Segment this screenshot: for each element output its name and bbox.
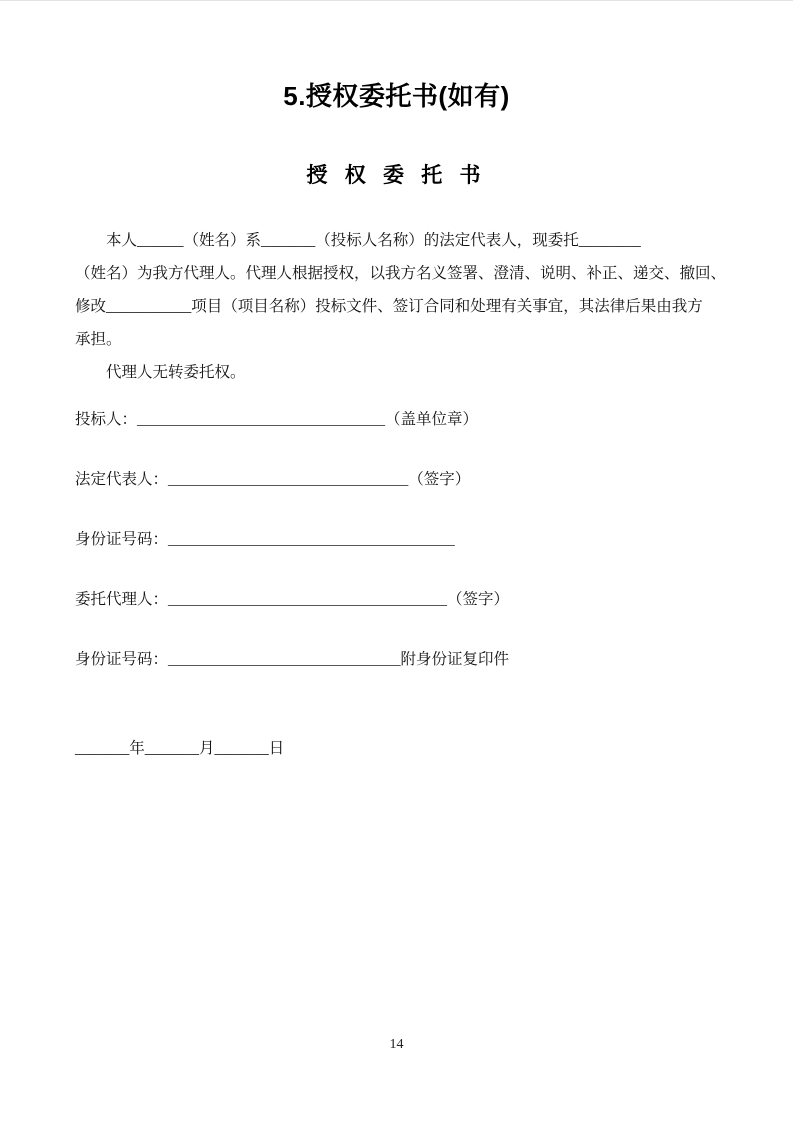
field-id-number-2-label: 身份证号码： xyxy=(75,651,169,668)
paragraph-line-3: 修改___________项目（项目名称）投标文件、签订合同和处理有关事宜，其法律后果由我方 xyxy=(75,298,703,315)
field-legal-representative xyxy=(75,463,718,496)
no-subdelegation-line: 代理人无转委托权。 xyxy=(106,364,246,381)
field-id-number-1-label: 身份证号码： xyxy=(75,531,169,548)
section-title: 5.授权委托书(如有) xyxy=(283,81,510,111)
document-title: 授 权 委 托 书 xyxy=(306,163,487,187)
body-paragraph xyxy=(75,224,727,389)
paragraph-line-4: 承担。 xyxy=(75,331,122,348)
field-id-number-1-blank-line: _____________________________________ xyxy=(168,531,455,548)
field-id-number-1 xyxy=(75,523,718,556)
field-authorized-agent xyxy=(75,583,718,616)
field-bidder-suffix: （盖单位章） xyxy=(385,411,479,428)
field-legal-representative-label: 法定代表人： xyxy=(75,471,169,488)
field-bidder-blank-line: ________________________________ xyxy=(137,411,386,428)
field-id-number-2 xyxy=(75,643,718,676)
paragraph-line-2: （姓名）为我方代理人。代理人根据授权，以我方名义签署、澄清、说明、补正、递交、撤回、 xyxy=(75,265,727,282)
field-bidder xyxy=(75,403,718,436)
page-number: 14 xyxy=(389,1037,404,1052)
signature-fields xyxy=(75,403,718,676)
field-bidder-label: 投标人： xyxy=(75,411,138,428)
field-authorized-agent-blank-line: ____________________________________ xyxy=(168,591,448,608)
field-id-number-2-suffix: 附身份证复印件 xyxy=(400,651,510,668)
field-legal-representative-blank-line: _______________________________ xyxy=(168,471,409,488)
field-authorized-agent-suffix: （签字） xyxy=(447,591,510,608)
field-authorized-agent-label: 委托代理人： xyxy=(75,591,169,608)
field-legal-representative-suffix: （签字） xyxy=(408,471,471,488)
date-line: _______年_______月_______日 xyxy=(75,740,285,757)
paragraph-line-1: 本人______（姓名）系_______（投标人名称）的法定代表人，现委托________ xyxy=(106,232,641,249)
field-id-number-2-blank-line: ______________________________ xyxy=(168,651,401,668)
